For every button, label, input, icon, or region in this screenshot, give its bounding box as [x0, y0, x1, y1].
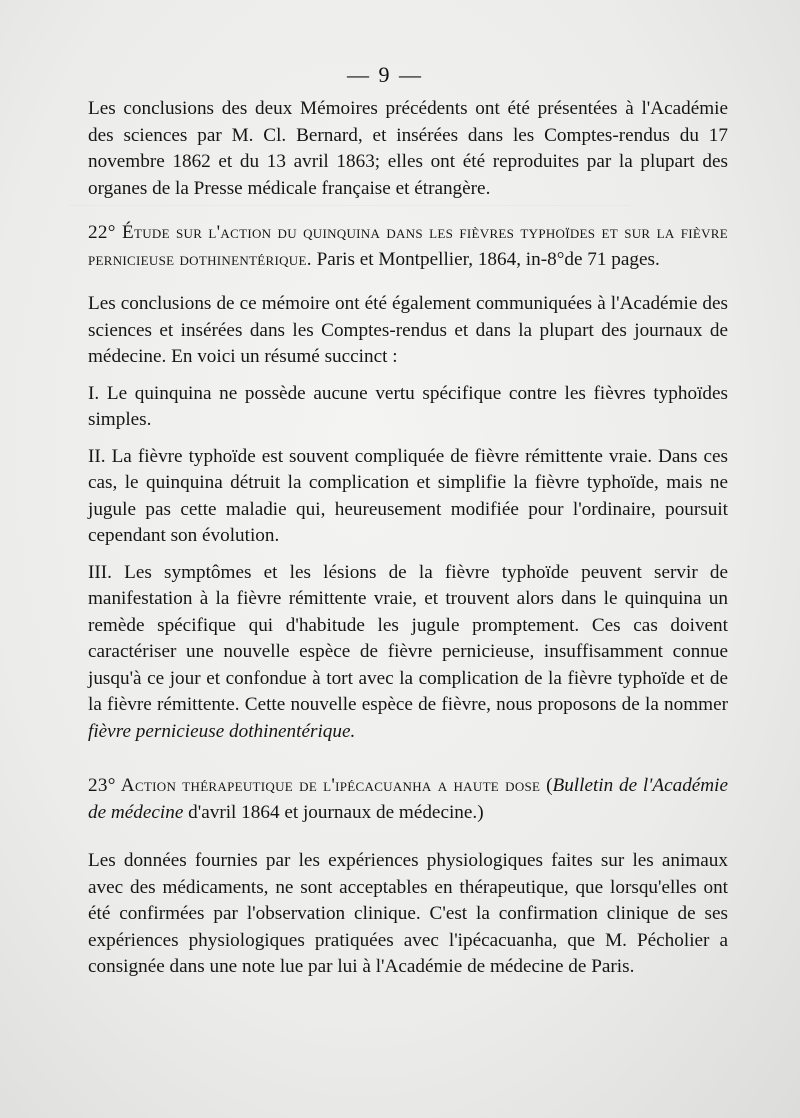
page-number: — 9 — [347, 62, 423, 87]
paragraph-conclusions-memoires: Les conclusions des deux Mémoires précédents ont été présentées à l'Académie des sciences par M. Cl. Bernard, et insérées dans les Comptes-rendus du 17 novembre 1862 et du 13 avril 1863; elles ont été reproduites par la plupart des organes de la Presse médicale française et étrangère. [88, 98, 728, 199]
paragraph-conclusions-memoire: Les conclusions de ce mémoire ont été également communiquées à l'Académie des sciences et insérées dans les Comptes-rendus et dans la plupart des journaux de médecine. En voici un résumé succinct : [88, 293, 728, 367]
summary-point-3-term: fièvre pernicieuse dothinentérique. [88, 720, 356, 742]
entry-23-title: 23° Action thérapeutique de l'ipécacuanha a haute dose [88, 775, 541, 796]
entry-23-publication: d'avril 1864 et journaux de médecine.) [183, 801, 484, 823]
summary-point-2: II. La fièvre typhoïde est souvent compliquée de fièvre rémittente vraie. Dans ces cas, le quinquina détruit la complication et simplifie la fièvre typhoïde, mais ne jugule pas cette maladie qui, heureusement modifiée pour l'ordinaire, poursuit cependant son évolution. [88, 445, 728, 546]
entry-23-journal: Bulletin de l'Académie de médecine [88, 775, 729, 823]
summary-point-3 [88, 560, 728, 746]
entry-23-open-paren: ( [540, 775, 553, 796]
entry-23 [88, 773, 728, 826]
summary-point-1: I. Le quinquina ne possède aucune vertu spécifique contre les fièvres typhoïdes simples. [88, 382, 728, 430]
entry-22 [88, 220, 728, 273]
entry-22-title: 22° Étude sur l'action du quinquina dans les fièvres typhoïdes et sur la fièvre pernicieuse dothinentérique. [88, 222, 728, 270]
entry-22-publication: Paris et Montpellier, 1864, in-8°de 71 pages. [311, 248, 660, 270]
summary-point-3-text: III. Les symptômes et les lésions de la fièvre typhoïde peuvent servir de manifestation à la fièvre rémittente vraie, et trouvent alors dans le quinquina un remède spécifique qui d'habitude les jugule promptement. Ces cas doivent caractériser une nouvelle espèce de fièvre pernicieuse, insuffisamment connue jusqu'à ce jour et confondue à tort avec la complication de la fièvre typhoïde et de la fièvre rémittente. Cette nouvelle espèce de fièvre, nous proposons de la nommer [88, 561, 728, 715]
paragraph-ipecacuanha: Les données fournies par les expériences physiologiques faites sur les animaux avec des médicaments, ne sont acceptables en thérapeutique, que lorsqu'elles ont été confirmées par l'observation clinique. C'est la confirmation clinique de ses expériences physiologiques pratiquées avec l'ipécacuanha, que M. Pécholier a consignée dans une note lue par lui à l'Académie de médecine de Paris. [88, 850, 728, 977]
page-body [88, 96, 728, 981]
